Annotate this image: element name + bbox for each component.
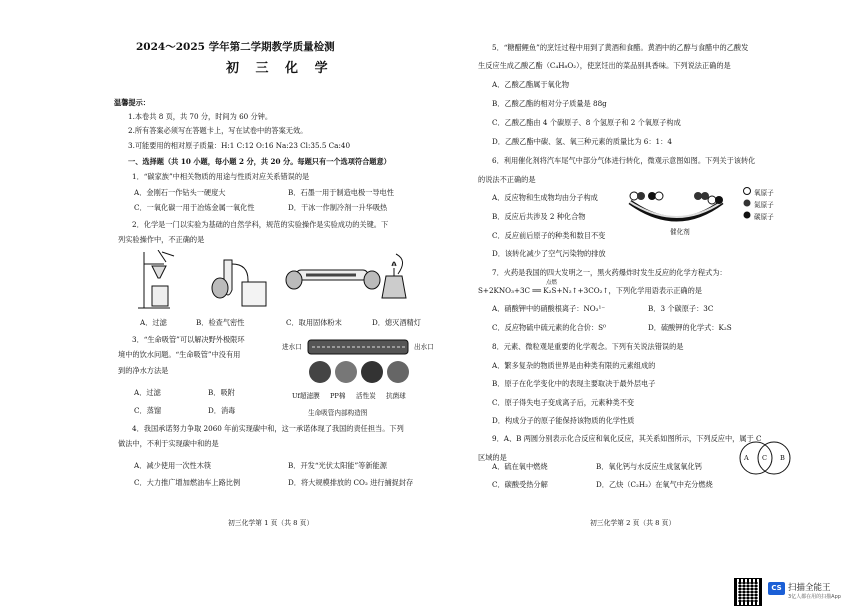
- legend-carbon: 碳原子: [754, 213, 774, 221]
- q2-option-a: A．过滤: [140, 318, 167, 327]
- q9-option-d: D．乙炔（C₂H₂）在氧气中充分燃烧: [596, 480, 713, 489]
- q5-option-c: C．乙酸乙酯由 4 个碳原子、8 个氢原子和 2 个氧原子构成: [492, 118, 681, 127]
- q1-option-d: D．干冰一作制冷剂一升华吸热: [288, 203, 388, 212]
- tips-heading: 温馨提示：: [114, 98, 150, 107]
- q6-option-a: A．反应物和生成物均由分子构成: [492, 193, 598, 202]
- q4-option-a: A．减少使用一次性木筷: [134, 461, 212, 470]
- lab-operations-figure: [136, 250, 436, 312]
- question-2-line1: 2．化学是一门以实验为基础的自然学科，规范的实验操作是实验成功的关键。下: [132, 220, 389, 229]
- straw-part-ball: 抗菌球: [386, 392, 406, 400]
- left-page: [114, 0, 440, 580]
- question-6-line1: 6．利用催化剂将汽车尾气中部分气体进行转化，微观示意图如图。下列关于该转化: [492, 156, 756, 165]
- straw-inlet-label: 进水口: [282, 343, 302, 351]
- camscanner-logo-icon: CS: [768, 582, 785, 595]
- atom-legend-icons: [742, 186, 752, 220]
- airtight-check-figure: [212, 260, 266, 306]
- q9-option-c: C．碳酸受热分解: [492, 480, 548, 489]
- question-9-line1: 9．A、B 两圆分别表示化合反应和氧化反应，其关系如图所示，下列反应中，属于 C: [492, 434, 762, 443]
- question-1: 1．“碳家族”中相关物质的用途与性质对应关系错误的是: [132, 172, 310, 181]
- q1-option-c: C．一氧化碳一用于冶炼金属一氧化性: [134, 203, 255, 212]
- legend-oxygen: 氧原子: [754, 189, 774, 197]
- question-2-line2: 列实验操作中，不正确的是: [118, 235, 205, 244]
- scanner-watermark: [734, 578, 854, 604]
- q3-option-b: B．吸附: [208, 388, 235, 397]
- q2-option-d: D．熄灭酒精灯: [372, 318, 421, 327]
- legend-nitrogen: 氮原子: [754, 201, 774, 209]
- q8-option-c: C．原子得失电子变成离子后，元素种类不变: [492, 398, 635, 407]
- tip-1: 1.本卷共 8 页，共 70 分，时间为 60 分钟。: [128, 112, 273, 121]
- q4-option-c: C．大力推广增加燃油车上路比例: [134, 478, 241, 487]
- q6-option-d: D．该转化减少了空气污染物的排放: [492, 249, 606, 258]
- qr-code-icon: [734, 578, 762, 606]
- powder-transfer-figure: [286, 270, 380, 289]
- q8-option-b: B．原子在化学变化中的表现主要取决于最外层电子: [492, 379, 656, 388]
- question-3-line3: 到的净水方法是: [118, 366, 169, 375]
- q4-option-d: D．将大规模排放的 CO₂ 进行捕捉封存: [288, 478, 414, 487]
- question-3-line1: 3．“生命吸管”可以解决野外极限环: [132, 335, 245, 344]
- q7-option-d: D．硫酸钾的化学式：K₂S: [648, 323, 732, 332]
- venn-label-c: C: [762, 454, 768, 462]
- q9-option-a: A．硫在氧中燃烧: [492, 462, 548, 471]
- straw-part-pp: PP棉: [330, 392, 346, 400]
- venn-label-a: A: [744, 454, 749, 462]
- question-7-line1: 7．火药是我国的四大发明之一，黑火药爆炸时发生反应的化学方程式为：: [492, 268, 727, 277]
- straw-caption: 生命吸管内部构造图: [308, 409, 368, 417]
- straw-part-uf: Uf超滤膜: [292, 392, 320, 400]
- tip-3: 3.可能要用的相对原子质量：H:1 C:12 O:16 Na:23 Cl:35.5 Ca:40: [128, 141, 351, 150]
- filtration-figure: [138, 250, 174, 308]
- question-8: 8．元素、微粒观是重要的化学观念。下列有关说法错误的是: [492, 342, 684, 351]
- section-heading: 一、选择题（共 10 小题，每小题 2 分，共 20 分。每题只有一个选项符合题意）: [128, 157, 391, 166]
- page-2-footer: 初三化学第 2 页（共 8 页）: [590, 519, 676, 527]
- q5-option-d: D．乙酸乙酯中碳、氢、氧三种元素的质量比为 6：1：4: [492, 137, 672, 146]
- q7-option-c: C．反应物硫中硫元素的化合价：S⁰: [492, 323, 606, 332]
- catalyst-label: 催化剂: [670, 228, 690, 236]
- straw-part-carbon: 活性炭: [356, 392, 376, 400]
- scanner-app-slogan: 3亿人都在用的扫描App: [788, 594, 841, 600]
- straw-outlet-label: 出水口: [414, 343, 434, 351]
- life-straw-figure: [306, 336, 414, 388]
- question-4-line1: 4．我国承诺努力争取 2060 年前实现碳中和，这一承诺体现了我国的责任担当。下列: [132, 424, 404, 433]
- q8-option-d: D．构成分子的原子能保持该物质的化学性质: [492, 416, 635, 425]
- venn-label-b: B: [780, 454, 785, 462]
- page-1-footer: 初三化学第 1 页（共 8 页）: [228, 519, 314, 527]
- tip-2: 2.所有答案必须写在答题卡上，写在试卷中的答案无效。: [128, 126, 308, 135]
- scanner-app-name: 扫描全能王: [788, 583, 831, 593]
- q7-option-b: B．3 个碳原子：3C: [648, 304, 714, 313]
- q4-option-b: B．开发“光伏太阳能”等新能源: [288, 461, 387, 470]
- right-page: [470, 0, 792, 580]
- q1-option-a: A．金刚石一作钻头一硬度大: [134, 188, 226, 197]
- question-6-line2: 的说法不正确的是: [478, 175, 536, 184]
- question-4-line2: 做法中，不利于实现碳中和的是: [118, 439, 219, 448]
- q5-option-b: B．乙酸乙酯的相对分子质量是 88g: [492, 99, 607, 108]
- q2-option-b: B．检查气密性: [196, 318, 245, 327]
- question-9-line2: 区域的是: [478, 453, 507, 462]
- q5-option-a: A．乙酸乙酯属于氧化物: [492, 80, 570, 89]
- reaction-condition: 点燃: [546, 280, 558, 286]
- question-3-line2: 境中的饮水问题。“生命吸管”中没有用: [118, 350, 241, 359]
- q6-option-c: C．反应前后原子的种类和数目不变: [492, 231, 606, 240]
- alcohol-lamp-figure: [382, 254, 406, 298]
- exam-subject: 初 三 化 学: [226, 61, 334, 76]
- q9-option-b: B．氧化钙与水反应生成氢氧化钙: [596, 462, 702, 471]
- question-5-line1: 5．“糖醋鲤鱼”的烹饪过程中用到了黄酒和食醋。黄酒中的乙醇与食醋中的乙酸发: [492, 43, 749, 52]
- q3-option-d: D．消毒: [208, 406, 236, 415]
- q7-option-a: A．硝酸钾中的硝酸根离子：NO₃¹⁻: [492, 304, 606, 313]
- exam-title: 2024～2025 学年第二学期教学质量检测: [136, 41, 335, 53]
- question-5-line2: 生反应生成乙酸乙酯（C₄H₈O₂），使烹饪出的菜品别具香味。下列说法正确的是: [478, 61, 731, 70]
- q8-option-a: A．繁多复杂的物质世界是由种类有限的元素组成的: [492, 361, 656, 370]
- question-7-equation: S+2KNO₃+3C ══ K₂S+N₂↑+3CO₂↑，下列化学用语表示正确的是: [478, 286, 702, 295]
- q3-option-c: C．蒸馏: [134, 406, 162, 415]
- q1-option-b: B．石墨一用于制造电极一导电性: [288, 188, 394, 197]
- q3-option-a: A．过滤: [134, 388, 161, 397]
- q2-option-c: C．取用固体粉末: [286, 318, 342, 327]
- q6-option-b: B．反应后共涉及 2 种化合物: [492, 212, 586, 221]
